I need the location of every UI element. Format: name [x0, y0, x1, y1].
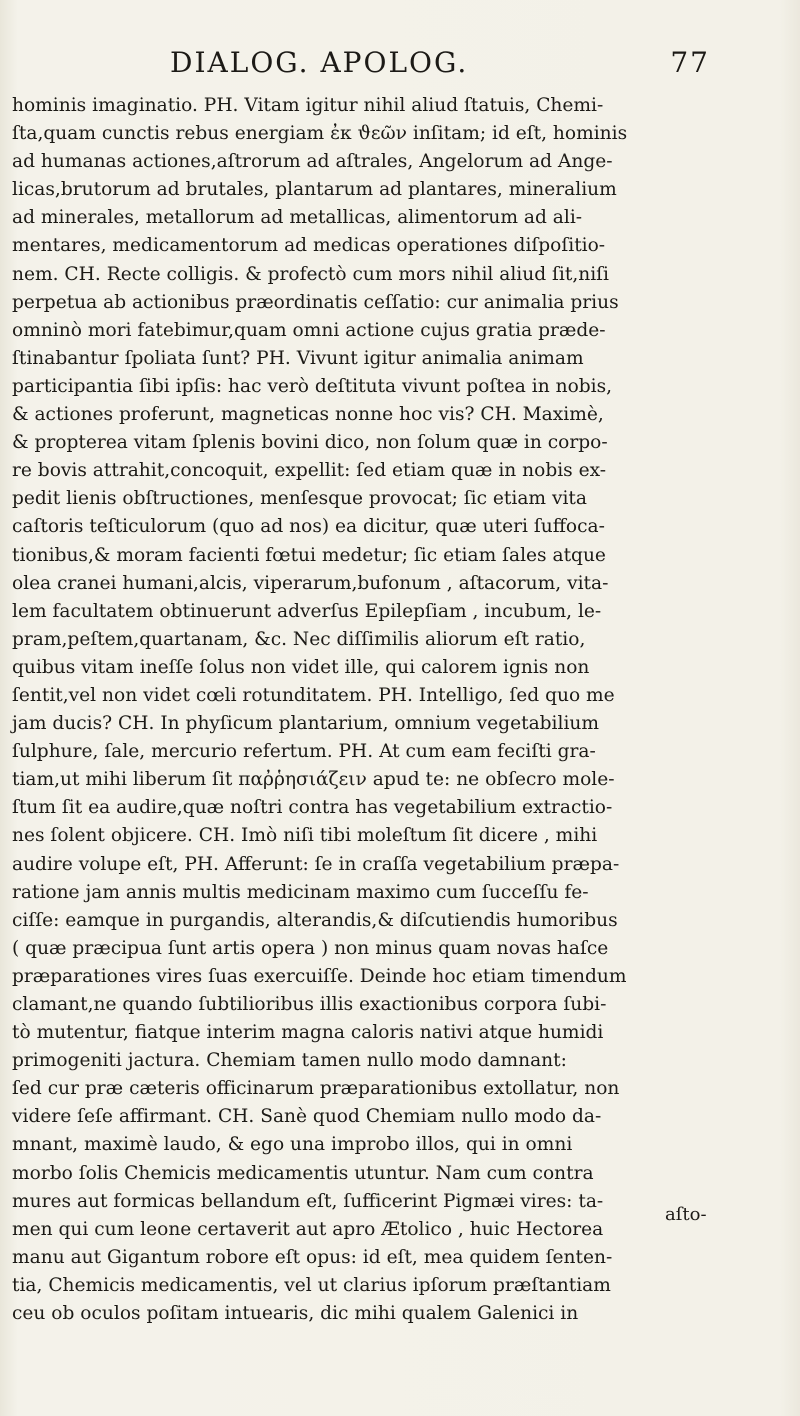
text-line: licas,brutorum ad brutales, plantarum ad plantares, mineralium — [12, 179, 617, 201]
text-line: quibus vitam ineſſe ſolus non videt ille, qui calorem ignis non — [12, 656, 590, 678]
text-line: mentares, medicamentorum ad medicas operationes diſpoſitio- — [12, 235, 606, 257]
text-line: pedit lienis obſtructiones, menſesque provocat; ſic etiam vita — [12, 488, 587, 510]
text-line: perpetua ab actionibus præordinatis ceſſatio: cur animalia prius — [12, 291, 619, 313]
text-line: primogeniti jactura. Chemiam tamen nullo modo damnant: — [12, 1050, 567, 1072]
body-text — [12, 92, 712, 1328]
text-line: ſtum ſit ea audire,quæ noſtri contra has vegetabilium extractio- — [12, 797, 613, 819]
text-line: & actiones proferunt, magneticas nonne hoc vis? CH. Maximè, — [12, 404, 604, 426]
text-line: ſed cur præ cæteris officinarum præparationibus extollatur, non — [12, 1078, 620, 1100]
text-line: clamant,ne quando ſubtilioribus illis exactionibus corpora ſubi- — [12, 994, 607, 1015]
page-number: 77 — [670, 46, 710, 79]
text-line: tia, Chemicis medicamentis, vel ut clarius ipſorum præſtantiam — [12, 1274, 611, 1296]
text-line: hominis imaginatio. PH. Vitam igitur nihil aliud ſtatuis, Chemi- — [12, 95, 604, 116]
text-line: mnant, maximè laudo, & ego una improbo illos, qui in omni — [12, 1134, 573, 1156]
text-line: nem. CH. Recte colligis. & profectò cum mors nihil aliud ſit,niſi — [12, 263, 610, 285]
text-line: participantia ſibi ipſis: hac verò deſtituta vivunt poſtea in nobis, — [12, 375, 613, 397]
text-line: manu aut Gigantum robore eſt opus: id eſt, mea quidem ſenten- — [12, 1246, 613, 1268]
text-line: tionibus,& moram facienti fœtui medetur; ſic etiam ſales atque — [12, 544, 606, 566]
text-line: ratione jam annis multis medicinam maximo cum ſucceſſu fe- — [12, 881, 589, 903]
text-line: & propterea vitam ſplenis bovini dico, non ſolum quæ in corpo- — [12, 432, 608, 454]
text-line: videre ſeſe affirmant. CH. Sanè quod Chemiam nullo modo da- — [12, 1106, 602, 1128]
text-line: jam ducis? CH. In phyſicum plantarium, omnium vegetabilium — [12, 713, 600, 735]
text-line: tò mutentur, fiatque interim magna caloris nativi atque humidi — [12, 1022, 604, 1044]
text-line: ſulphure, ſale, mercurio refertum. PH. At cum eam feciſti gra- — [12, 741, 596, 763]
page-header — [150, 46, 710, 86]
text-line: ad humanas actiones,aſtrorum ad aſtrales, Angelorum ad Ange- — [12, 151, 613, 173]
text-line: omninò mori fatebimur,quam omni actione cujus gratia præde- — [12, 319, 606, 341]
text-line: caſtoris teſticulorum (quo ad nos) ea dicitur, quæ uteri ſuffoca- — [12, 516, 605, 538]
text-line: re bovis attrahit,concoquit, expellit: ſed etiam quæ in nobis ex- — [12, 460, 607, 482]
text-line: nes ſolent objicere. CH. Imò niſi tibi moleſtum ſit dicere , mihi — [12, 825, 598, 847]
text-line: men qui cum leone certaverit aut apro Ætolico , huic Hectorea — [12, 1218, 604, 1240]
text-line: ciſſe: eamque in purgandis, alterandis,& diſcutiendis humoribus — [12, 909, 618, 931]
text-line: ad minerales, metallorum ad metallicas, alimentorum ad ali- — [12, 207, 583, 229]
text-line: mures aut formicas bellandum eſt, ſufficerint Pigmæi vires: ta- — [12, 1190, 604, 1212]
text-line: audire volupe eſt, PH. Afferunt: ſe in craſſa vegetabilium præpa- — [12, 853, 620, 875]
text-line: ( quæ præcipua ſunt artis opera ) non minus quam novas haſce — [12, 937, 609, 959]
text-line: lem facultatem obtinuerunt adverſus Epilepſiam , incubum, le- — [12, 600, 602, 622]
text-line: tiam,ut mihi liberum ſit παῤῥησιάζειν apud te: ne obſecro mole- — [12, 769, 615, 791]
text-line: præparationes vires ſuas exercuiſſe. Deinde hoc etiam timendum — [12, 965, 627, 987]
text-line: ſtinabantur ſpoliata ſunt? PH. Vivunt igitur animalia animam — [12, 347, 584, 369]
running-head: DIALOG. APOLOG. — [170, 46, 469, 79]
text-line: ſentit,vel non videt cœli rotunditatem. PH. Intelligo, ſed quo me — [12, 684, 615, 706]
text-line: ſta,quam cunctis rebus energiam ἐκ ϑεῶν inſitam; id eſt, hominis — [12, 123, 628, 145]
text-line: pram,peſtem,quartanam, &c. Nec diſſimilis aliorum eſt ratio, — [12, 628, 586, 650]
text-line: olea cranei humani,alcis, viperarum,bufonum , aſtacorum, vita- — [12, 572, 609, 594]
catchword: aſto- — [665, 1204, 707, 1225]
text-line: ceu ob oculos poſitam intuearis, dic mihi qualem Galenici in — [12, 1303, 579, 1325]
text-line: morbo ſolis Chemicis medicamentis utuntur. Nam cum contra — [12, 1162, 594, 1184]
